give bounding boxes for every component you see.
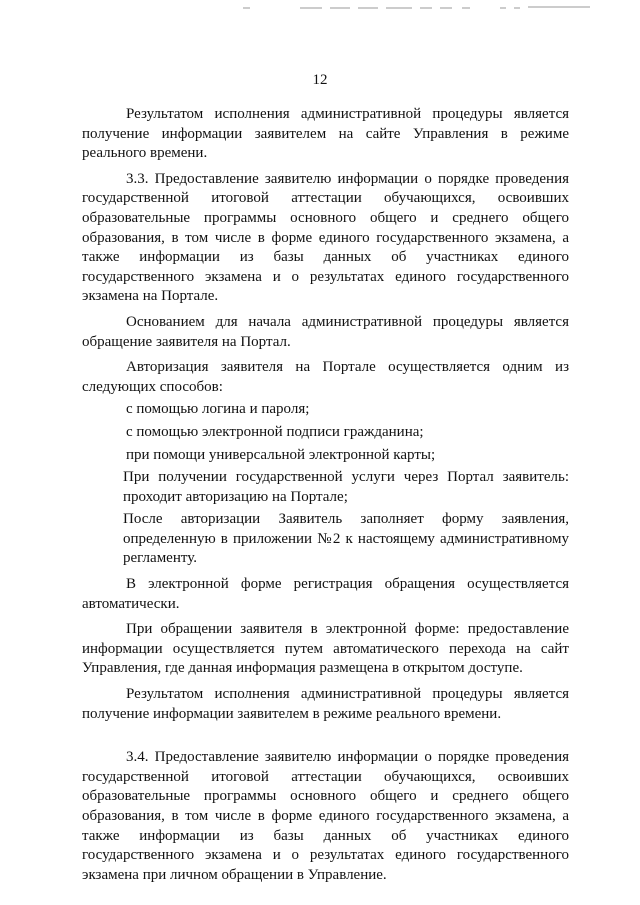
paragraph-portal-receipt: При получении государственной услуги через Портал заявитель: проходит авторизацию на Портале; xyxy=(123,469,569,505)
document-body xyxy=(82,105,569,885)
section-3-4: 3.4. Предоставление заявителю информации о порядке проведения государственной итоговой аттестации обучающихся, освоивших образовательные программы основного общего и среднего общего образования, в том числе в форме единого государственного экзамена, а также информации из базы данных об участниках единого государственного экзамена и о результатах единого государственного экзамена при личном обращении в Управление. xyxy=(82,749,569,883)
paragraph-after-auth: После авторизации Заявитель заполняет форму заявления, определенную в приложении №2 к настоящему административному регламенту. xyxy=(123,511,569,567)
scan-artifact-marks xyxy=(0,0,640,12)
paragraph-result-1: Результатом исполнения административной процедуры является получение информации заявителем на сайте Управления в режиме реального времени. xyxy=(82,106,569,162)
page-number: 12 xyxy=(312,72,328,88)
auth-method-card: при помощи универсальной электронной карты; xyxy=(126,446,436,463)
paragraph-registration: В электронной форме регистрация обращения осуществляется автоматически. xyxy=(82,576,569,612)
paragraph-basis: Основанием для начала административной процедуры является обращение заявителя на Портал. xyxy=(82,313,569,350)
auth-method-login: с помощью логина и пароля; xyxy=(126,401,310,418)
section-3-3: 3.3. Предоставление заявителю информации о порядке проведения государственной итоговой аттестации обучающихся, освоивших образовательные программы основного общего и среднего общего образования, в том числе в форме единого государственного экзамена, а также информации из базы данных об участниках единого государственного экзамена и о результатах единого государственного экзамена на Портале. xyxy=(82,170,569,305)
paragraph-result-2: Результатом исполнения административной процедуры является получение информации заявителем в режиме реального времени. xyxy=(82,686,569,722)
auth-method-signature: с помощью электронной подписи гражданина; xyxy=(126,423,424,440)
paragraph-electronic-request: При обращении заявителя в электронной форме: предоставление информации осуществляется путем автоматического перехода на сайт Управления, где данная информация размещена в открытом доступе. xyxy=(82,621,569,677)
paragraph-authorization: Авторизация заявителя на Портале осуществляется одним из следующих способов: xyxy=(82,359,569,395)
